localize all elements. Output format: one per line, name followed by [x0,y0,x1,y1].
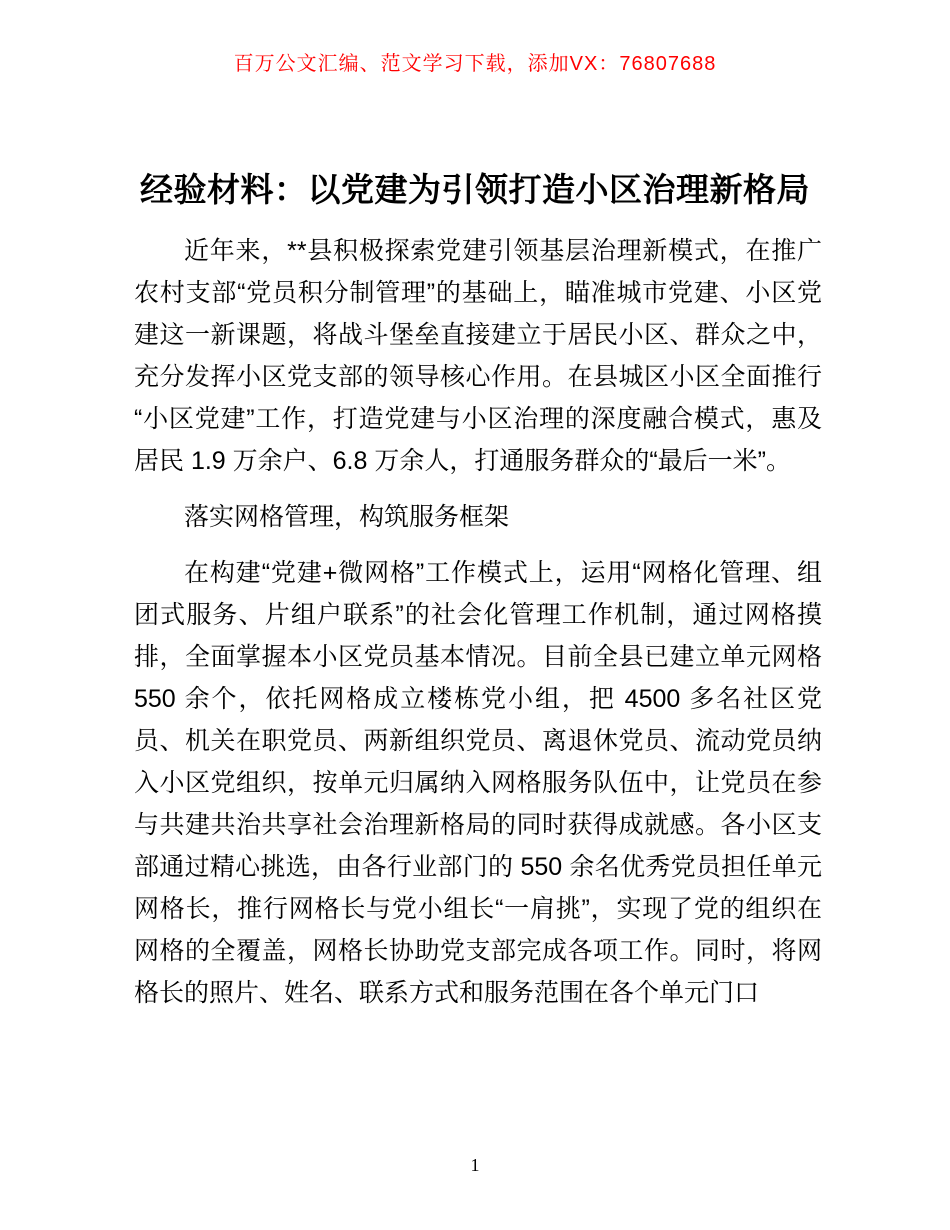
section-subheading: 落实网格管理，构筑服务框架 [184,503,510,531]
page-number: 1 [470,1155,480,1175]
paragraph-intro: 近年来，**县积极探索党建引领基层治理新模式，在推广农村支部“党员积分制管理”的基础上，瞄准城市党建、小区党建这一新课题，将战斗堡垒直接建立于居民小区、群众之中，充分发挥小区党支部的领导核心作用。在县城区小区全面推行“小区党建”工作，打造党建与小区治理的深度融合模式，惠及居民 1.9 万余户、6.8 万余人，打通服务群众的“最后一米”。 [134,237,822,475]
document-body [134,230,822,1014]
document-title: 经验材料：以党建为引领打造小区治理新格局 [140,171,810,208]
paragraph-grid-management: 在构建“党建+微网格”工作模式上，运用“网格化管理、组团式服务、片组户联系”的社会化管理工作机制，通过网格摸排，全面掌握本小区党员基本情况。目前全县已建立单元网格 550 余个，依托网格成立楼栋党小组，把 4500 多名社区党员、机关在职党员、两新组织党员、离退休党员、流动党员纳入小区党组织，按单元归属纳入网格服务队伍中，让党员在参与共建共治共享社会治理新格局的同时获得成就感。各小区支部通过精心挑选，由各行业部门的 550 余名优秀党员担任单元网格长，推行网格长与党小组长“一肩挑”，实现了党的组织在网格的全覆盖，网格长协助党支部完成各项工作。同时，将网格长的照片、姓名、联系方式和服务范围在各个单元门口 [134,559,822,1007]
promo-header-text: 百万公文汇编、范文学习下载，添加VX：76807688 [233,53,717,75]
